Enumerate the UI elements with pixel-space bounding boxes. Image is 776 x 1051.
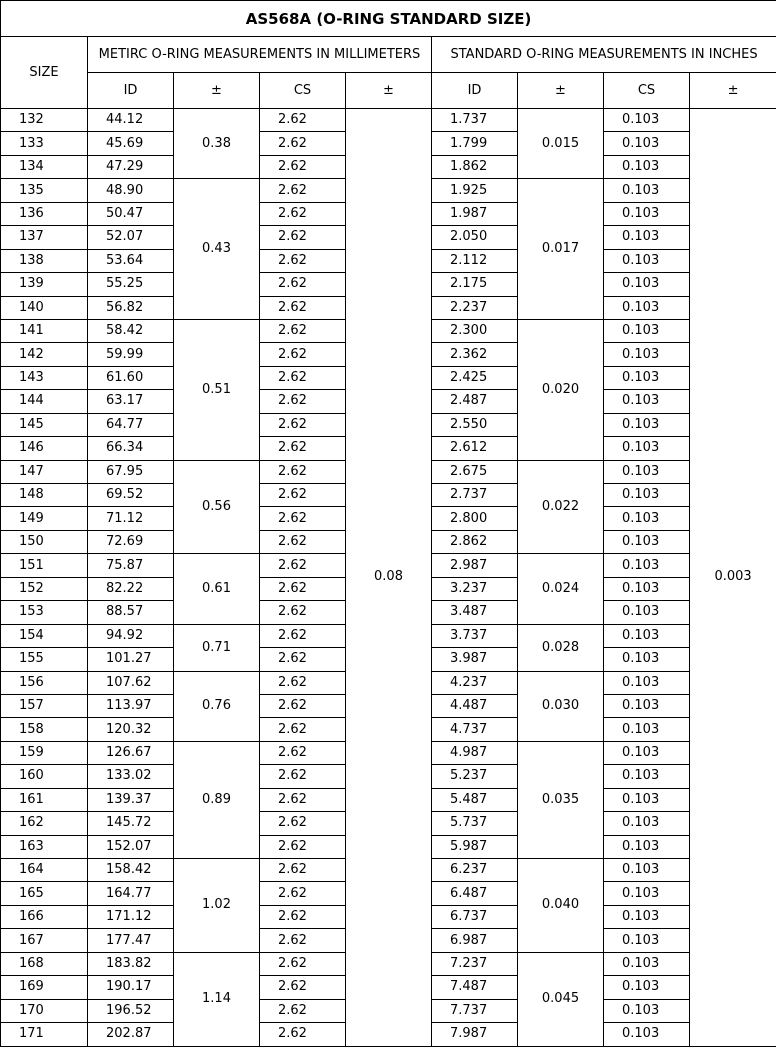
in-cs-cell: 0.103 <box>604 952 690 975</box>
in-cs-cell: 0.103 <box>604 976 690 999</box>
in-cs-cell: 0.103 <box>604 460 690 483</box>
mm-id-cell: 164.77 <box>88 882 174 905</box>
mm-id-cell: 196.52 <box>88 999 174 1022</box>
mm-id-cell: 45.69 <box>88 132 174 155</box>
in-id-cell: 2.612 <box>432 437 518 460</box>
mm-cs-cell: 2.62 <box>260 155 346 178</box>
mm-id-tol-cell: 1.14 <box>174 952 260 1046</box>
mm-cs-cell: 2.62 <box>260 226 346 249</box>
mm-id-cell: 52.07 <box>88 226 174 249</box>
mm-id-cell: 139.37 <box>88 788 174 811</box>
in-id-cell: 6.237 <box>432 859 518 882</box>
in-id-tol-header: ± <box>518 73 604 109</box>
size-cell: 167 <box>1 929 88 952</box>
in-cs-cell: 0.103 <box>604 788 690 811</box>
mm-cs-cell: 2.62 <box>260 812 346 835</box>
mm-id-tol-cell: 0.61 <box>174 554 260 624</box>
mm-id-cell: 53.64 <box>88 249 174 272</box>
size-cell: 157 <box>1 694 88 717</box>
in-id-cell: 4.487 <box>432 694 518 717</box>
mm-cs-cell: 2.62 <box>260 530 346 553</box>
mm-cs-cell: 2.62 <box>260 859 346 882</box>
in-id-cell: 2.362 <box>432 343 518 366</box>
mm-cs-cell: 2.62 <box>260 905 346 928</box>
size-cell: 139 <box>1 273 88 296</box>
mm-id-cell: 67.95 <box>88 460 174 483</box>
mm-id-cell: 66.34 <box>88 437 174 460</box>
in-cs-cell: 0.103 <box>604 694 690 717</box>
in-id-cell: 2.675 <box>432 460 518 483</box>
size-cell: 133 <box>1 132 88 155</box>
in-cs-cell: 0.103 <box>604 296 690 319</box>
mm-cs-cell: 2.62 <box>260 741 346 764</box>
in-cs-header: CS <box>604 73 690 109</box>
in-id-tol-cell: 0.045 <box>518 952 604 1046</box>
mm-id-tol-header: ± <box>174 73 260 109</box>
size-cell: 143 <box>1 366 88 389</box>
mm-cs-cell: 2.62 <box>260 577 346 600</box>
size-cell: 165 <box>1 882 88 905</box>
mm-cs-cell: 2.62 <box>260 554 346 577</box>
mm-cs-cell: 2.62 <box>260 507 346 530</box>
in-cs-tol-cell: 0.003 <box>690 109 776 1047</box>
size-cell: 161 <box>1 788 88 811</box>
in-cs-cell: 0.103 <box>604 718 690 741</box>
mm-id-cell: 145.72 <box>88 812 174 835</box>
in-cs-cell: 0.103 <box>604 390 690 413</box>
in-cs-cell: 0.103 <box>604 554 690 577</box>
in-cs-cell: 0.103 <box>604 507 690 530</box>
mm-id-cell: 69.52 <box>88 484 174 507</box>
mm-cs-cell: 2.62 <box>260 694 346 717</box>
size-cell: 142 <box>1 343 88 366</box>
in-id-tol-cell: 0.024 <box>518 554 604 624</box>
in-cs-cell: 0.103 <box>604 273 690 296</box>
size-cell: 166 <box>1 905 88 928</box>
in-cs-cell: 0.103 <box>604 413 690 436</box>
in-cs-cell: 0.103 <box>604 882 690 905</box>
size-header: SIZE <box>1 37 88 109</box>
in-id-cell: 2.987 <box>432 554 518 577</box>
in-id-tol-cell: 0.020 <box>518 319 604 460</box>
mm-id-cell: 82.22 <box>88 577 174 600</box>
mm-cs-cell: 2.62 <box>260 319 346 342</box>
in-id-cell: 2.112 <box>432 249 518 272</box>
mm-id-cell: 47.29 <box>88 155 174 178</box>
in-id-tol-cell: 0.015 <box>518 109 604 179</box>
mm-id-tol-cell: 0.43 <box>174 179 260 320</box>
in-id-cell: 3.237 <box>432 577 518 600</box>
size-cell: 132 <box>1 109 88 132</box>
mm-cs-cell: 2.62 <box>260 976 346 999</box>
mm-id-tol-cell: 0.56 <box>174 460 260 554</box>
in-cs-cell: 0.103 <box>604 1023 690 1046</box>
mm-id-cell: 177.47 <box>88 929 174 952</box>
in-cs-cell: 0.103 <box>604 226 690 249</box>
mm-cs-cell: 2.62 <box>260 835 346 858</box>
in-cs-cell: 0.103 <box>604 577 690 600</box>
mm-cs-cell: 2.62 <box>260 390 346 413</box>
mm-cs-cell: 2.62 <box>260 1023 346 1046</box>
mm-cs-cell: 2.62 <box>260 718 346 741</box>
mm-cs-cell: 2.62 <box>260 671 346 694</box>
in-cs-cell: 0.103 <box>604 366 690 389</box>
in-cs-cell: 0.103 <box>604 648 690 671</box>
in-cs-cell: 0.103 <box>604 741 690 764</box>
in-cs-cell: 0.103 <box>604 624 690 647</box>
size-cell: 147 <box>1 460 88 483</box>
mm-cs-cell: 2.62 <box>260 202 346 225</box>
in-id-cell: 7.987 <box>432 1023 518 1046</box>
mm-cs-cell: 2.62 <box>260 109 346 132</box>
mm-id-cell: 44.12 <box>88 109 174 132</box>
in-id-cell: 5.987 <box>432 835 518 858</box>
size-cell: 146 <box>1 437 88 460</box>
size-cell: 154 <box>1 624 88 647</box>
in-id-cell: 1.799 <box>432 132 518 155</box>
in-cs-cell: 0.103 <box>604 109 690 132</box>
mm-id-cell: 120.32 <box>88 718 174 741</box>
mm-id-cell: 58.42 <box>88 319 174 342</box>
mm-cs-cell: 2.62 <box>260 249 346 272</box>
mm-id-tol-cell: 0.51 <box>174 319 260 460</box>
in-cs-cell: 0.103 <box>604 671 690 694</box>
in-cs-cell: 0.103 <box>604 249 690 272</box>
in-id-cell: 2.175 <box>432 273 518 296</box>
size-cell: 171 <box>1 1023 88 1046</box>
in-id-cell: 4.737 <box>432 718 518 741</box>
in-id-cell: 6.737 <box>432 905 518 928</box>
mm-cs-cell: 2.62 <box>260 437 346 460</box>
size-cell: 152 <box>1 577 88 600</box>
in-id-cell: 6.987 <box>432 929 518 952</box>
size-cell: 153 <box>1 601 88 624</box>
in-cs-cell: 0.103 <box>604 812 690 835</box>
in-id-cell: 6.487 <box>432 882 518 905</box>
size-cell: 150 <box>1 530 88 553</box>
size-cell: 159 <box>1 741 88 764</box>
size-cell: 162 <box>1 812 88 835</box>
metric-group-header: METIRC O-RING MEASUREMENTS IN MILLIMETERS <box>88 37 432 73</box>
table-row <box>1 109 776 132</box>
in-id-tol-cell: 0.030 <box>518 671 604 741</box>
in-cs-cell: 0.103 <box>604 437 690 460</box>
mm-id-cell: 71.12 <box>88 507 174 530</box>
size-cell: 168 <box>1 952 88 975</box>
size-cell: 164 <box>1 859 88 882</box>
mm-cs-cell: 2.62 <box>260 929 346 952</box>
mm-cs-tol-header: ± <box>346 73 432 109</box>
mm-cs-cell: 2.62 <box>260 413 346 436</box>
mm-cs-cell: 2.62 <box>260 296 346 319</box>
mm-cs-cell: 2.62 <box>260 343 346 366</box>
mm-id-cell: 61.60 <box>88 366 174 389</box>
mm-id-cell: 59.99 <box>88 343 174 366</box>
in-cs-cell: 0.103 <box>604 343 690 366</box>
mm-id-cell: 50.47 <box>88 202 174 225</box>
size-cell: 134 <box>1 155 88 178</box>
mm-cs-header: CS <box>260 73 346 109</box>
in-id-cell: 2.425 <box>432 366 518 389</box>
mm-id-cell: 202.87 <box>88 1023 174 1046</box>
mm-id-tol-cell: 0.76 <box>174 671 260 741</box>
in-cs-cell: 0.103 <box>604 319 690 342</box>
mm-cs-cell: 2.62 <box>260 273 346 296</box>
in-id-cell: 2.300 <box>432 319 518 342</box>
mm-cs-tol-cell: 0.08 <box>346 109 432 1047</box>
in-id-cell: 1.862 <box>432 155 518 178</box>
mm-id-cell: 126.67 <box>88 741 174 764</box>
mm-id-cell: 55.25 <box>88 273 174 296</box>
in-id-cell: 2.550 <box>432 413 518 436</box>
in-id-cell: 1.987 <box>432 202 518 225</box>
size-cell: 163 <box>1 835 88 858</box>
in-id-tol-cell: 0.040 <box>518 859 604 953</box>
in-id-cell: 1.925 <box>432 179 518 202</box>
mm-id-cell: 101.27 <box>88 648 174 671</box>
in-cs-cell: 0.103 <box>604 132 690 155</box>
in-cs-cell: 0.103 <box>604 179 690 202</box>
inch-group-header: STANDARD O-RING MEASUREMENTS IN INCHES <box>432 37 776 73</box>
size-cell: 158 <box>1 718 88 741</box>
mm-cs-cell: 2.62 <box>260 788 346 811</box>
in-cs-cell: 0.103 <box>604 905 690 928</box>
mm-id-tol-cell: 0.38 <box>174 109 260 179</box>
mm-cs-cell: 2.62 <box>260 952 346 975</box>
in-id-tol-cell: 0.017 <box>518 179 604 320</box>
mm-id-cell: 190.17 <box>88 976 174 999</box>
table-title: AS568A (O-RING STANDARD SIZE) <box>1 1 776 37</box>
in-cs-cell: 0.103 <box>604 999 690 1022</box>
in-id-cell: 4.237 <box>432 671 518 694</box>
size-cell: 136 <box>1 202 88 225</box>
mm-id-cell: 171.12 <box>88 905 174 928</box>
size-cell: 156 <box>1 671 88 694</box>
mm-cs-cell: 2.62 <box>260 366 346 389</box>
size-cell: 137 <box>1 226 88 249</box>
table-body <box>1 109 776 1047</box>
in-id-cell: 5.737 <box>432 812 518 835</box>
in-id-header: ID <box>432 73 518 109</box>
in-cs-cell: 0.103 <box>604 835 690 858</box>
in-id-cell: 7.737 <box>432 999 518 1022</box>
mm-id-tol-cell: 1.02 <box>174 859 260 953</box>
mm-id-tol-cell: 0.89 <box>174 741 260 858</box>
in-id-cell: 2.237 <box>432 296 518 319</box>
mm-id-cell: 63.17 <box>88 390 174 413</box>
size-cell: 160 <box>1 765 88 788</box>
in-id-cell: 3.737 <box>432 624 518 647</box>
in-id-cell: 3.487 <box>432 601 518 624</box>
in-id-cell: 2.862 <box>432 530 518 553</box>
size-cell: 155 <box>1 648 88 671</box>
in-cs-cell: 0.103 <box>604 155 690 178</box>
mm-id-cell: 56.82 <box>88 296 174 319</box>
mm-id-cell: 113.97 <box>88 694 174 717</box>
in-cs-cell: 0.103 <box>604 765 690 788</box>
mm-id-cell: 152.07 <box>88 835 174 858</box>
mm-id-cell: 107.62 <box>88 671 174 694</box>
mm-id-cell: 94.92 <box>88 624 174 647</box>
in-cs-cell: 0.103 <box>604 859 690 882</box>
mm-id-cell: 183.82 <box>88 952 174 975</box>
in-id-cell: 2.050 <box>432 226 518 249</box>
mm-cs-cell: 2.62 <box>260 624 346 647</box>
mm-id-cell: 75.87 <box>88 554 174 577</box>
mm-id-cell: 72.69 <box>88 530 174 553</box>
size-cell: 170 <box>1 999 88 1022</box>
mm-id-cell: 88.57 <box>88 601 174 624</box>
size-cell: 148 <box>1 484 88 507</box>
mm-cs-cell: 2.62 <box>260 882 346 905</box>
size-cell: 151 <box>1 554 88 577</box>
mm-cs-cell: 2.62 <box>260 484 346 507</box>
in-id-cell: 3.987 <box>432 648 518 671</box>
size-cell: 145 <box>1 413 88 436</box>
in-cs-cell: 0.103 <box>604 530 690 553</box>
mm-cs-cell: 2.62 <box>260 132 346 155</box>
mm-cs-cell: 2.62 <box>260 601 346 624</box>
mm-cs-cell: 2.62 <box>260 460 346 483</box>
in-cs-cell: 0.103 <box>604 202 690 225</box>
mm-id-header: ID <box>88 73 174 109</box>
in-id-cell: 7.487 <box>432 976 518 999</box>
mm-cs-cell: 2.62 <box>260 648 346 671</box>
size-cell: 141 <box>1 319 88 342</box>
in-id-tol-cell: 0.035 <box>518 741 604 858</box>
mm-id-cell: 133.02 <box>88 765 174 788</box>
in-id-cell: 5.487 <box>432 788 518 811</box>
in-id-cell: 5.237 <box>432 765 518 788</box>
in-cs-tol-header: ± <box>690 73 776 109</box>
size-cell: 135 <box>1 179 88 202</box>
size-cell: 149 <box>1 507 88 530</box>
mm-cs-cell: 2.62 <box>260 765 346 788</box>
in-cs-cell: 0.103 <box>604 484 690 507</box>
mm-id-cell: 158.42 <box>88 859 174 882</box>
mm-id-cell: 64.77 <box>88 413 174 436</box>
mm-cs-cell: 2.62 <box>260 999 346 1022</box>
mm-cs-cell: 2.62 <box>260 179 346 202</box>
in-id-tol-cell: 0.022 <box>518 460 604 554</box>
in-id-cell: 2.800 <box>432 507 518 530</box>
in-id-cell: 2.487 <box>432 390 518 413</box>
size-cell: 169 <box>1 976 88 999</box>
size-cell: 138 <box>1 249 88 272</box>
size-cell: 144 <box>1 390 88 413</box>
mm-id-cell: 48.90 <box>88 179 174 202</box>
in-cs-cell: 0.103 <box>604 601 690 624</box>
in-id-cell: 4.987 <box>432 741 518 764</box>
in-id-tol-cell: 0.028 <box>518 624 604 671</box>
mm-id-tol-cell: 0.71 <box>174 624 260 671</box>
in-cs-cell: 0.103 <box>604 929 690 952</box>
in-id-cell: 2.737 <box>432 484 518 507</box>
size-cell: 140 <box>1 296 88 319</box>
in-id-cell: 1.737 <box>432 109 518 132</box>
in-id-cell: 7.237 <box>432 952 518 975</box>
